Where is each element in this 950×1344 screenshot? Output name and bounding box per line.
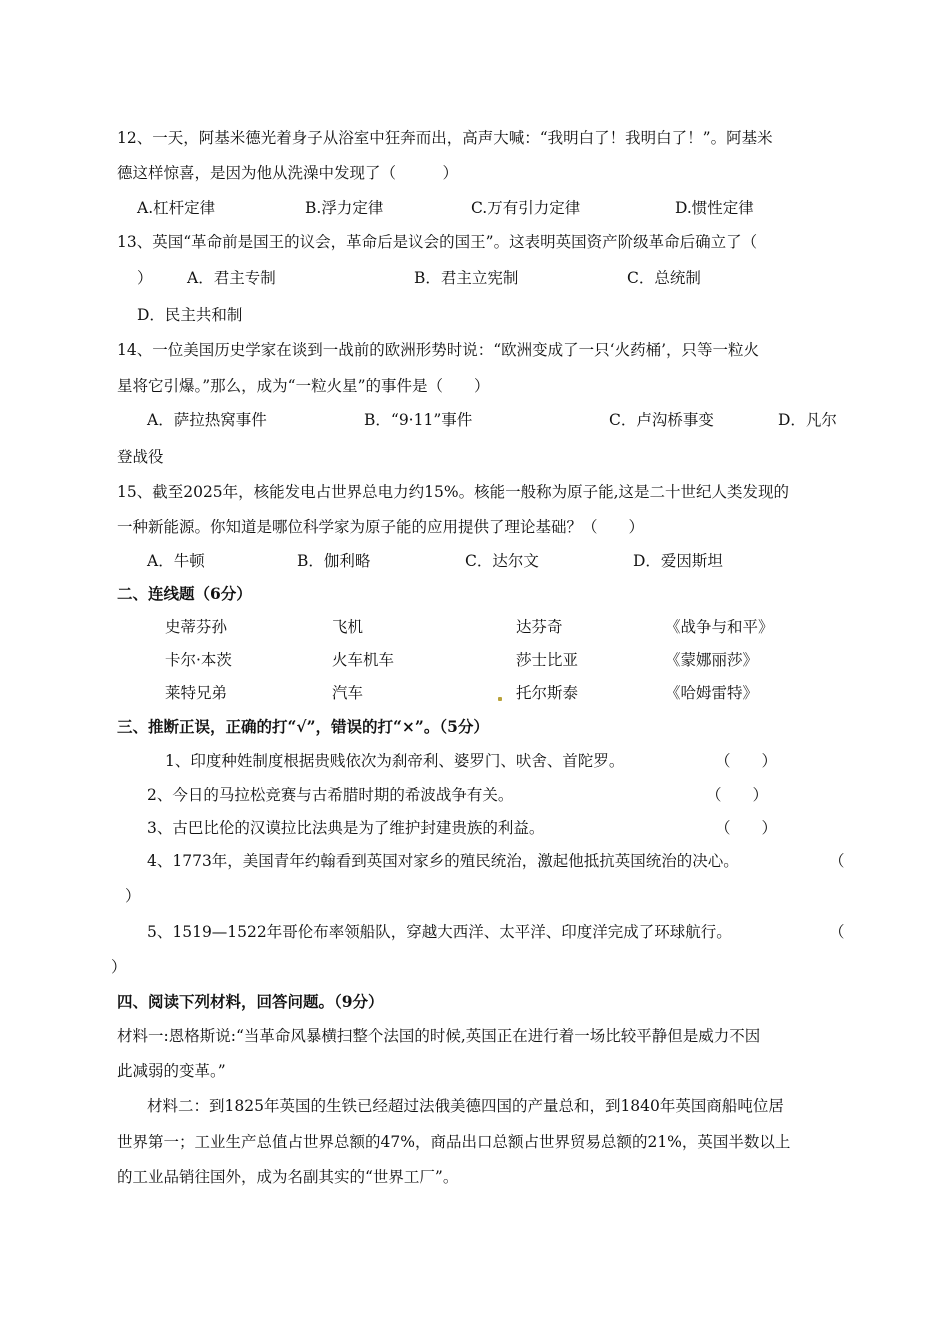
tf-answer-paren-2[interactable]: （ ） [706, 786, 769, 804]
q15-option-a: A．牛顿 [147, 552, 205, 570]
q13-option-b: B．君主立宪制 [414, 269, 519, 287]
q14-stem-line1: 14、一位美国历史学家在谈到一战前的欧洲形势时说：“欧洲变成了一只‘火药桶’，只等一粒火 [117, 341, 760, 359]
q13-option-c: C．总统制 [627, 269, 701, 287]
q14-option-d: D．凡尔 [778, 411, 837, 429]
material2-line2: 世界第一；工业生产总值占世界总额的47%，商品出口总额占世界贸易总额的21%，英国半数以上 [117, 1133, 791, 1151]
section4-title: 四、阅读下列材料，回答问题。（9分） [117, 992, 384, 1011]
q12-option-b: B.浮力定律 [305, 199, 384, 217]
tf-answer-paren-5-close[interactable]: ） [111, 958, 127, 976]
q15-option-d: D．爱因斯坦 [633, 552, 723, 570]
q13-option-a: A．君主专制 [187, 269, 276, 287]
tf-answer-paren-3[interactable]: （ ） [715, 819, 778, 837]
q14-stem-line2: 星将它引爆。”那么，成为“一粒火星”的事件是（ ） [117, 377, 490, 395]
q12-stem-line1: 12、一天，阿基米德光着身子从浴室中狂奔而出，高声大喊：“我明白了！我明白了！”。阿基米 [117, 129, 773, 147]
q12-option-a: A.杠杆定律 [137, 199, 216, 217]
q14-option-c: C．卢沟桥事变 [609, 411, 714, 429]
material2-line3: 的工业品销往国外，成为名副其实的“世界工厂”。 [117, 1168, 459, 1186]
q15-option-c: C．达尔文 [465, 552, 539, 570]
match-item: 达芬奇 [516, 618, 563, 636]
tf-item-3: 3、古巴比伦的汉谟拉比法典是为了维护封建贵族的利益。 [147, 819, 545, 837]
match-item: 卡尔·本茨 [165, 651, 232, 669]
tf-item-1: 1、印度种姓制度根据贵贱依次为刹帝利、婆罗门、吠舍、首陀罗。 [165, 752, 625, 770]
q15-stem-line2: 一种新能源。你知道是哪位科学家为原子能的应用提供了理论基础？（ ） [117, 518, 645, 536]
q15-option-b: B．伽利略 [297, 552, 371, 570]
material1-line1: 材料一:恩格斯说:“当革命风暴横扫整个法国的时候,英国正在进行着一场比较平静但是威力不因 [117, 1027, 761, 1045]
q12-option-c: C.万有引力定律 [471, 199, 581, 217]
material2-line1: 材料二：到1825年英国的生铁已经超过法俄美德四国的产量总和，到1840年英国商船吨位居 [147, 1097, 784, 1115]
tf-item-2: 2、今日的马拉松竞赛与古希腊时期的希波战争有关。 [147, 786, 514, 804]
match-item: 《哈姆雷特》 [665, 684, 759, 702]
q14-option-d-continued: 登战役 [117, 448, 164, 466]
tf-answer-paren-4-open[interactable]: （ [829, 852, 845, 870]
q13-stem-line1: 13、英国“革命前是国王的议会，革命后是议会的国王”。这表明英国资产阶级革命后确立了（ [117, 233, 758, 251]
tf-answer-paren-5-open[interactable]: （ [829, 923, 845, 941]
match-item: 莱特兄弟 [165, 684, 228, 702]
match-item: 托尔斯泰 [516, 684, 579, 702]
match-item: 《蒙娜丽莎》 [665, 651, 759, 669]
match-item: 火车机车 [332, 651, 395, 669]
tf-item-5: 5、1519—1522年哥伦布率领船队，穿越大西洋、太平洋、印度洋完成了环球航行。 [147, 923, 732, 941]
q15-stem-line1: 15、截至2025年，核能发电占世界总电力约15%。核能一般称为原子能,这是二十世纪人类发现的 [117, 483, 790, 501]
material1-line2: 此减弱的变革。” [117, 1062, 226, 1080]
q13-option-d: D．民主共和制 [137, 306, 243, 324]
tf-item-4: 4、1773年，美国青年约翰看到英国对家乡的殖民统治，激起他抵抗英国统治的决心。 [147, 852, 739, 870]
tf-answer-paren-4-close[interactable]: ） [125, 887, 141, 905]
match-item: 汽车 [332, 684, 364, 702]
q14-option-b: B．“9·11”事件 [364, 411, 473, 429]
q12-stem-line2: 德这样惊喜，是因为他从洗澡中发现了（ ） [117, 164, 459, 182]
match-item: 《战争与和平》 [665, 618, 774, 636]
tf-answer-paren-1[interactable]: （ ） [715, 752, 778, 770]
match-item: 飞机 [332, 618, 364, 636]
match-item: 莎士比亚 [516, 651, 579, 669]
q14-option-a: A．萨拉热窝事件 [147, 411, 267, 429]
section3-title: 三、推断正误，正确的打“√”，错误的打“×”。（5分） [117, 717, 489, 736]
stray-mark [498, 697, 502, 701]
q12-option-d: D.惯性定律 [675, 199, 754, 217]
q13-paren-close: ） [137, 269, 153, 287]
match-item: 史蒂芬孙 [165, 618, 228, 636]
section2-title: 二、连线题（6分） [117, 584, 252, 603]
